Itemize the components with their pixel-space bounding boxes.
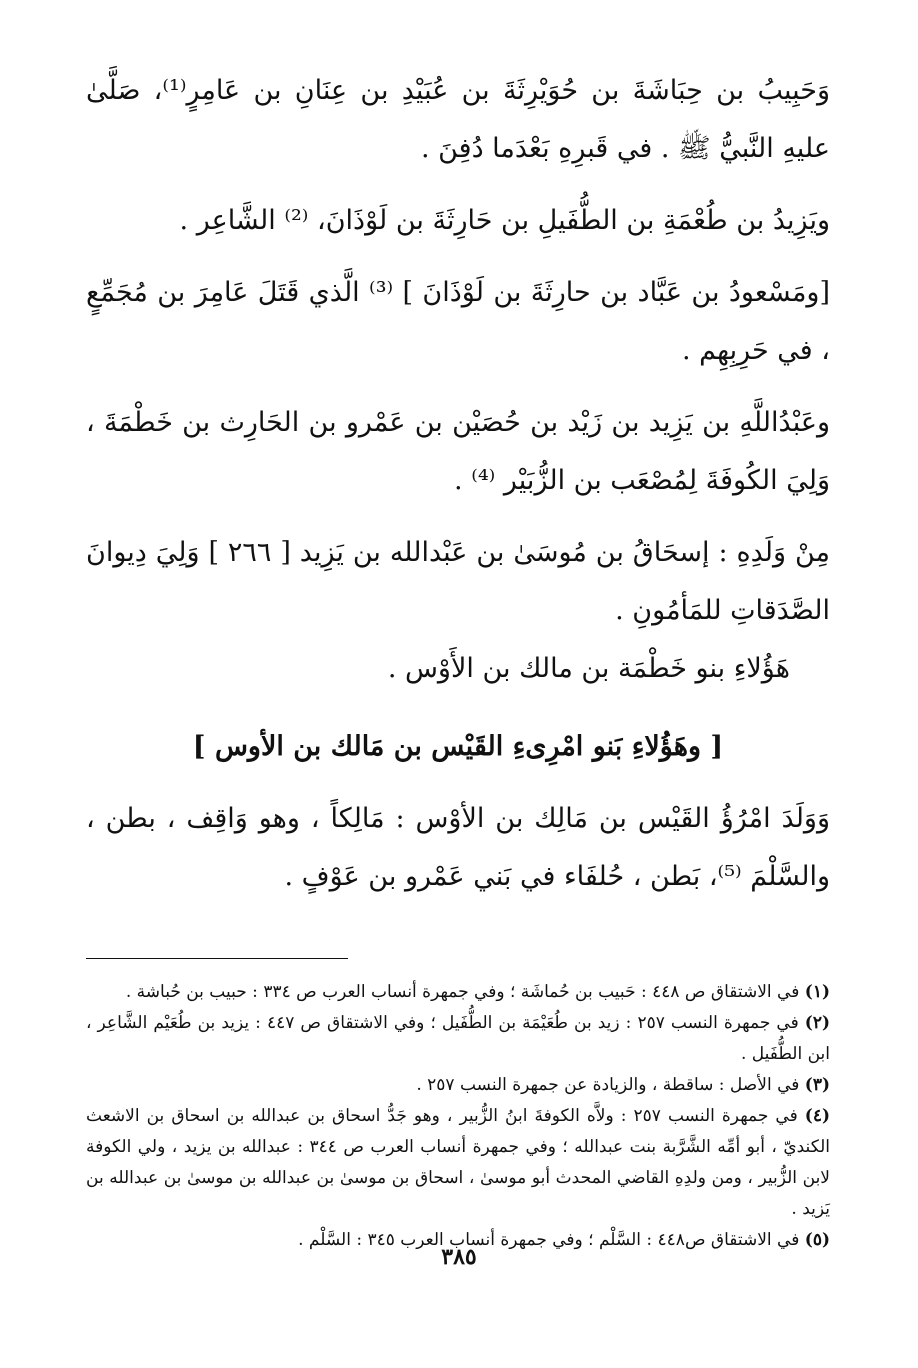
paragraph: وعَبْدُاللَّهِ بن يَزِيد بن زَيْد بن حُصَيْن بن عَمْرو بن الحَارِث بن خَطْمَةَ ، وَلِيَ الكُوفَةَ لِمُصْعَب بن الزُّبَيْر ⁽⁴⁾ . bbox=[86, 407, 830, 496]
footnote-number: (٥) bbox=[804, 1230, 830, 1250]
footnote bbox=[86, 1070, 830, 1101]
footnote-text: في الأصل : ساقطة ، والزيادة عن جمهرة النسب ٢٥٧ . bbox=[416, 1075, 805, 1095]
footnote-number: (٤) bbox=[804, 1106, 831, 1126]
footnote bbox=[86, 1008, 830, 1070]
paragraph: ويَزِيدُ بن طُعْمَةِ بن الطُّفَيلِ بن حَارِثَةَ بن لَوْذَانَ، ⁽²⁾ الشَّاعِر . bbox=[179, 205, 830, 236]
paragraph: [ومَسْعودُ بن عَبَّاد بن حارِثَةَ بن لَوْذَانَ ] ⁽³⁾ الَّذي قَتَلَ عَامِرَ بن مُجَمِّعٍ ، في حَرِبِهِم . bbox=[86, 277, 830, 366]
footnote-number: (٢) bbox=[804, 1013, 830, 1033]
paragraph: وَوَلَدَ امْرُؤُ القَيْس بن مَالِك بن الأوْس : مَالِكاً ، وهو وَاقِف ، بطن ، والسَّلْمَ ⁽⁵⁾، بَطن ، حُلفَاء في بَني عَمْرو بن عَوْفٍ . bbox=[86, 803, 830, 892]
footnote-text: في الاشتقاق ص ٤٤٨ : حَبيب بن حُماشَة ؛ وفي جمهرة أنساب العرب ص ٣٣٤ : حبيب بن حُباشة . bbox=[125, 982, 805, 1002]
footnotes bbox=[86, 977, 830, 1256]
footnote-number: (١) bbox=[804, 982, 830, 1002]
footnote-number: (٣) bbox=[804, 1075, 830, 1095]
footnote bbox=[86, 977, 830, 1008]
paragraph: وَحَبِيبُ بن حِبَاشَةَ بن حُوَيْرِثَةَ بن عُبَيْدِ بن عِنَانِ بن عَامِرٍ⁽¹⁾، صَلَّىٰ عليهِ النَّبيُّ ﷺ . في قَبرِهِ بَعْدَما دُفِنَ . bbox=[86, 75, 830, 164]
footnote-text: في جمهرة النسب ٢٥٧ : ولاَّه الكوفةَ ابنُ الزُّبير ، وهو جَدُّ اسحاق بن عبدالله بن اسحاق بن الاشعث الكنديّ ، أبو أمِّه الشَّرَّبة بنت عبدالله ؛ وفي جمهرة أنساب العرب ص ٣٤٤ : عبدالله بن يزيد ، ولي الكوفة لابن الزُّبير ، ومن ولدِهِ القاضي المحدث أبو موسىٰ ، اسحاق بن موسىٰ بن عبدالله بن موسىٰ بن عبدالله بن يَزيد . bbox=[86, 1106, 830, 1219]
paragraph: هَؤُلاءِ بنو خَطْمَة بن مالك بن الأَوْس . bbox=[387, 653, 790, 684]
main-text bbox=[86, 62, 830, 906]
footnote-text: في الاشتقاق ص٤٤٨ : السَّلْم ؛ وفي جمهرة أنساب العرب ٣٤٥ : السَّلْم . bbox=[298, 1230, 805, 1250]
paragraph: مِنْ وَلَدِهِ : إسحَاقُ بن مُوسَىٰ بن عَبْدالله بن يَزِيد [ ٢٦٦ ] وَلِيَ دِيوانَ الصَّدَقاتِ للمَأمُونِ . bbox=[86, 537, 830, 626]
page-number: ٣٨٥ bbox=[441, 1244, 477, 1270]
footnote bbox=[86, 1101, 830, 1225]
footnote-text: في جمهرة النسب ٢٥٧ : زيد بن طُعَيْمَة بن الطُّفَيل ؛ وفي الاشتقاق ص ٤٤٧ : يزيد بن طُعَيْم الشَّاعِر ، ابن الطُّفَيل . bbox=[86, 1013, 830, 1064]
section-heading: [ وهَؤُلاءِ بَنو امْرِىءِ القَيْس بن مَالك بن الأوس ] bbox=[192, 731, 724, 762]
footnote-divider bbox=[86, 958, 348, 959]
